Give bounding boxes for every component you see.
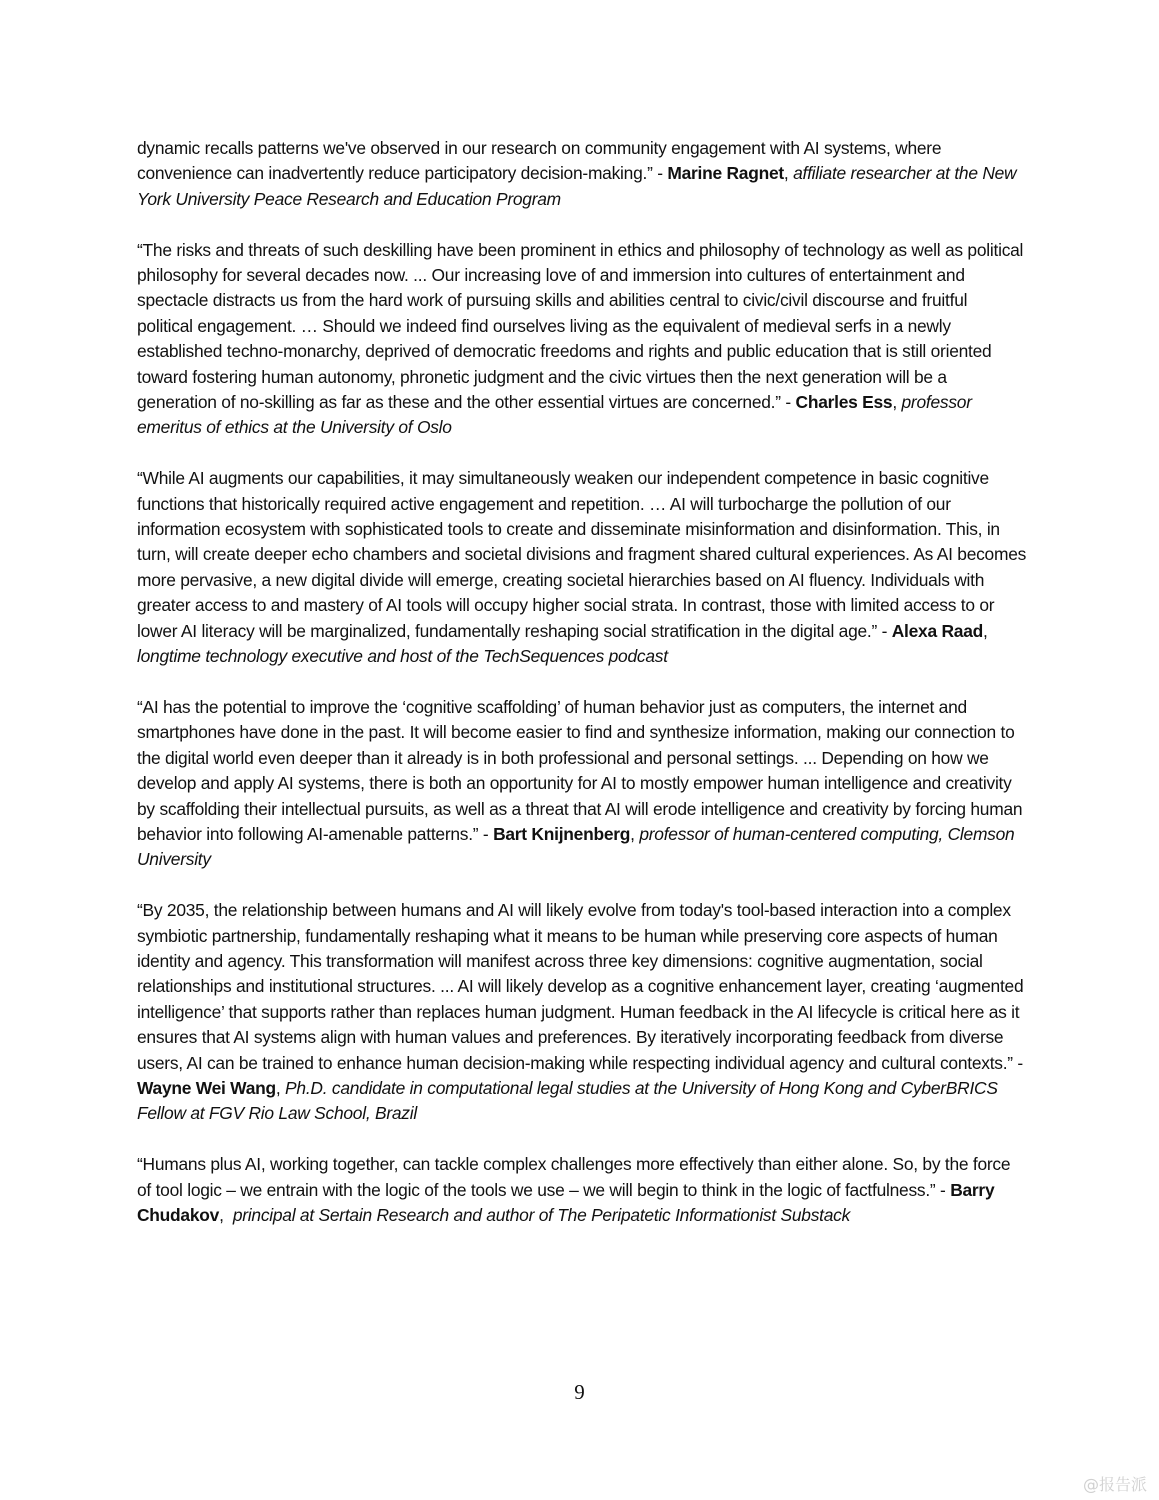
watermark: @报告派	[1082, 1475, 1147, 1494]
author-name: Charles Ess	[795, 392, 893, 413]
quote-text: “By 2035, the relationship between humans and AI will likely evolve from today's tool-based interaction into a complex symbiotic partnership, fundamentally reshaping what it means to be human while preserving core aspects of human identity and agency. This transformation will manifest across three key dimensions: cognitive augmentation, social relationships and institutional structures. ... AI will likely develop as a cognitive enhancement layer, creating ‘augmented intelligence’ that supports rather than replaces human judgment. Human feedback in the AI lifecycle is critical here as it ensures that AI systems align with human values and preferences. By iteratively incorporating feedback from diverse users, AI can be trained to enhance human decision-making while respecting individual agency and cultural contexts.” -	[137, 900, 1024, 1073]
author-title: affiliate researcher at the New York University Peace Research and Education Program	[137, 163, 1017, 209]
separator: ,	[783, 163, 794, 184]
separator: ,	[630, 823, 640, 844]
author-title: principal at Sertain Research and author of The Peripatetic Informationist Substack	[232, 1204, 851, 1225]
author-name: Alexa Raad	[891, 620, 984, 641]
quote-paragraph	[137, 1152, 1027, 1228]
quote-paragraph	[137, 466, 1027, 669]
quote-text: “AI has the potential to improve the ‘cognitive scaffolding’ of human behavior just as computers, the internet and smartphones have done in the past. It will become easier to find and synthesize information, making our connection to the digital world even deeper than it already is in both professional and personal settings. ... Depending on how we develop and apply AI systems, there is both an opportunity for AI to mostly empower human intelligence and creativity by scaffolding their intellectual pursuits, as well as a threat that AI will erode intelligence and creativity by forcing human behavior into following AI-amenable patterns.” -	[137, 696, 1023, 844]
separator: ,	[983, 620, 988, 641]
separator: ,	[219, 1204, 233, 1225]
quote-text: “While AI augments our capabilities, it may simultaneously weaken our independent competence in basic cognitive functions that historically required active engagement and repetition. … AI will turbocharge the pollution of our information ecosystem with sophisticated tools to create and disseminate misinformation and disinformation. This, in turn, will create deeper echo chambers and societal divisions and fragment shared cultural experiences. As AI becomes more pervasive, a new digital divide will emerge, creating societal hierarchies based on AI fluency. Individuals with greater access to and mastery of AI tools will occupy higher social strata. In contrast, those with limited access to or lower AI literacy will be marginalized, fundamentally reshaping social stratification in the digital age.” -	[137, 468, 1027, 641]
separator: ,	[892, 392, 902, 413]
quote-paragraph	[137, 898, 1027, 1127]
separator: ,	[275, 1077, 286, 1098]
page-number: 9	[574, 1380, 585, 1404]
quote-text: “The risks and threats of such deskilling have been prominent in ethics and philosophy of technology as well as political philosophy for several decades now. ... Our increasing love of and immersion into cultures of entertainment and spectacle distracts us from the hard work of pursuing skills and abilities central to civic/civil discourse and fruitful political engagement. … Should we indeed find ourselves living as the equivalent of medieval serfs in a newly established techno-monarchy, deprived of democratic freedoms and rights and public education that is still oriented toward fostering human autonomy, phronetic judgment and the civic virtues then the next generation will be a generation of no-skilling as far as these and the other essential virtues are concerned.” -	[137, 239, 1024, 413]
author-title: longtime technology executive and host of the TechSequences podcast	[137, 646, 668, 667]
quote-paragraph	[137, 695, 1027, 873]
document-body	[137, 136, 1027, 1254]
author-name: Marine Ragnet	[667, 163, 784, 184]
author-name: Wayne Wei Wang	[137, 1077, 276, 1098]
author-title: Ph.D. candidate in computational legal studies at the University of Hong Kong and CyberBRICS Fellow at FGV Rio Law School, Brazil	[137, 1077, 998, 1124]
quote-text: dynamic recalls patterns we've observed in our research on community engagement with AI systems, where convenience can inadvertently reduce participatory decision-making.” -	[137, 138, 942, 184]
author-name: Bart Knijnenberg	[493, 823, 631, 844]
author-title: professor emeritus of ethics at the University of Oslo	[137, 392, 972, 438]
author-name: Barry Chudakov	[137, 1179, 995, 1225]
author-title: professor of human-centered computing, Clemson University	[137, 823, 1015, 870]
quote-paragraph	[137, 238, 1027, 441]
quote-text: “Humans plus AI, working together, can tackle complex challenges more effectively than either alone. So, by the force of tool logic – we entrain with the logic of the tools we use – we will begin to think in the logic of factfulness.” -	[137, 1154, 1011, 1200]
quote-paragraph	[137, 136, 1027, 212]
